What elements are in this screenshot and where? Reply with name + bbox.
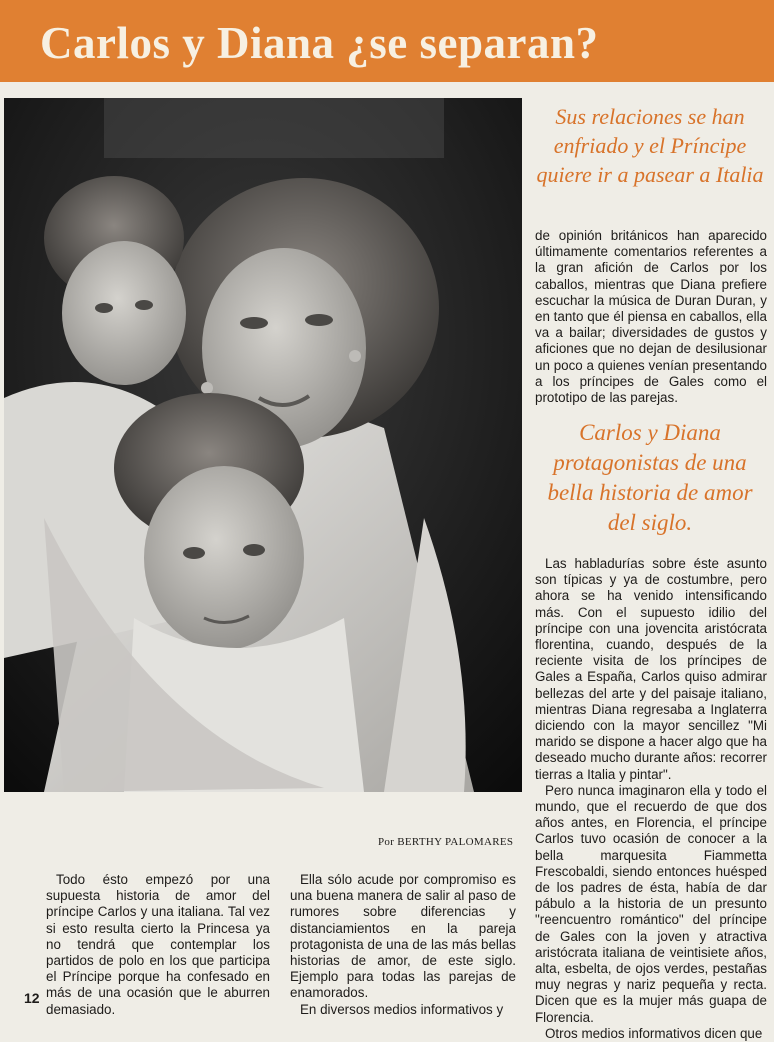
article-title: Carlos y Diana ¿se separan? bbox=[40, 18, 599, 68]
column-left-bottom bbox=[46, 872, 270, 1018]
column-right-top bbox=[535, 228, 767, 406]
paragraph: Ella sólo acude por compromiso es una buena manera de salir al paso de rumores sobre diferencias y distanciamientos en la pareja protagonista de una de las más bellas historias de amor, de este siglo. Ejemplo para todas las parejas de enamorados. bbox=[290, 872, 516, 1001]
paragraph: Las habladurías sobre éste asunto son típicas y ya de costumbre, pero ahora se ha venido intensificando más. Con el supuesto idilio del príncipe con una jovencita aristócrata florentina, cuando, después de la reciente visita de los príncipes de Gales a España, Carlos quiso admirar bellezas del arte y del paisaje italiano, mientras Diana regresaba a Inglaterra diciendo con la mayor sencillez "Mi marido se dispone a hacer algo que ha deseado mucho durante años: recorrer tierras a Italia y pintar". bbox=[535, 556, 767, 782]
column-middle-bottom bbox=[290, 872, 516, 1018]
subheading-top: Sus relaciones se han enfriado y el Príncipe quiere ir a pasear a Italia bbox=[536, 104, 764, 187]
page-number: 12 bbox=[24, 990, 40, 1006]
article-photo bbox=[4, 98, 522, 792]
paragraph: Pero nunca imaginaron ella y todo el mundo, que el recuerdo de que dos años antes, en Florencia, el príncipe Carlos tuvo ocasión de conocer a la bella marquesita Fiammetta Frescobaldi, siendo entonces huésped de los padres de ésta, había de dar pábulo a la historia de un presunto "reencuentro romántico" del príncipe de Gales con la joven y atractiva aristócrata italiana de veintisiete años, alta, esbelta, de ojos verdes, pestañas muy negras y nariz pequeña y recta. Dicen que es la mujer más guapa de Florencia. bbox=[535, 782, 767, 1025]
photo-diana-with-sons-icon bbox=[4, 98, 522, 792]
subheading-middle: Carlos y Diana protagonistas de una bella historia de amor del siglo. bbox=[547, 420, 753, 535]
paragraph: En diversos medios informativos y bbox=[300, 1001, 504, 1017]
byline: Por BERTHY PALOMARES bbox=[378, 836, 514, 848]
paragraph: de opinión británicos han aparecido últimamente comentarios referentes a la gran afición de Carlos por los caballos, mientras que Diana prefiere escuchar la música de Duran Duran, y en tanto que él piensa en caballos, ella va a bailar; diversidades de gustos y aficiones que no dejan de desilusionar un poco a quienes venían presentando a los príncipes de Gales como el prototipo de las parejas. bbox=[535, 228, 767, 406]
paragraph: Todo ésto empezó por una supuesta historia de amor del príncipe Carlos y una italiana. Tal vez si esto resulta cierto la Princesa ya no tendrá que contemplar los partidos de polo en los que participa el Príncipe porque ha confesado en más de una ocasión que le aburren demasiado. bbox=[46, 872, 270, 1017]
column-right-bottom bbox=[535, 556, 767, 1042]
title-banner bbox=[0, 0, 774, 82]
paragraph: Otros medios informativos dicen que bbox=[545, 1025, 763, 1041]
